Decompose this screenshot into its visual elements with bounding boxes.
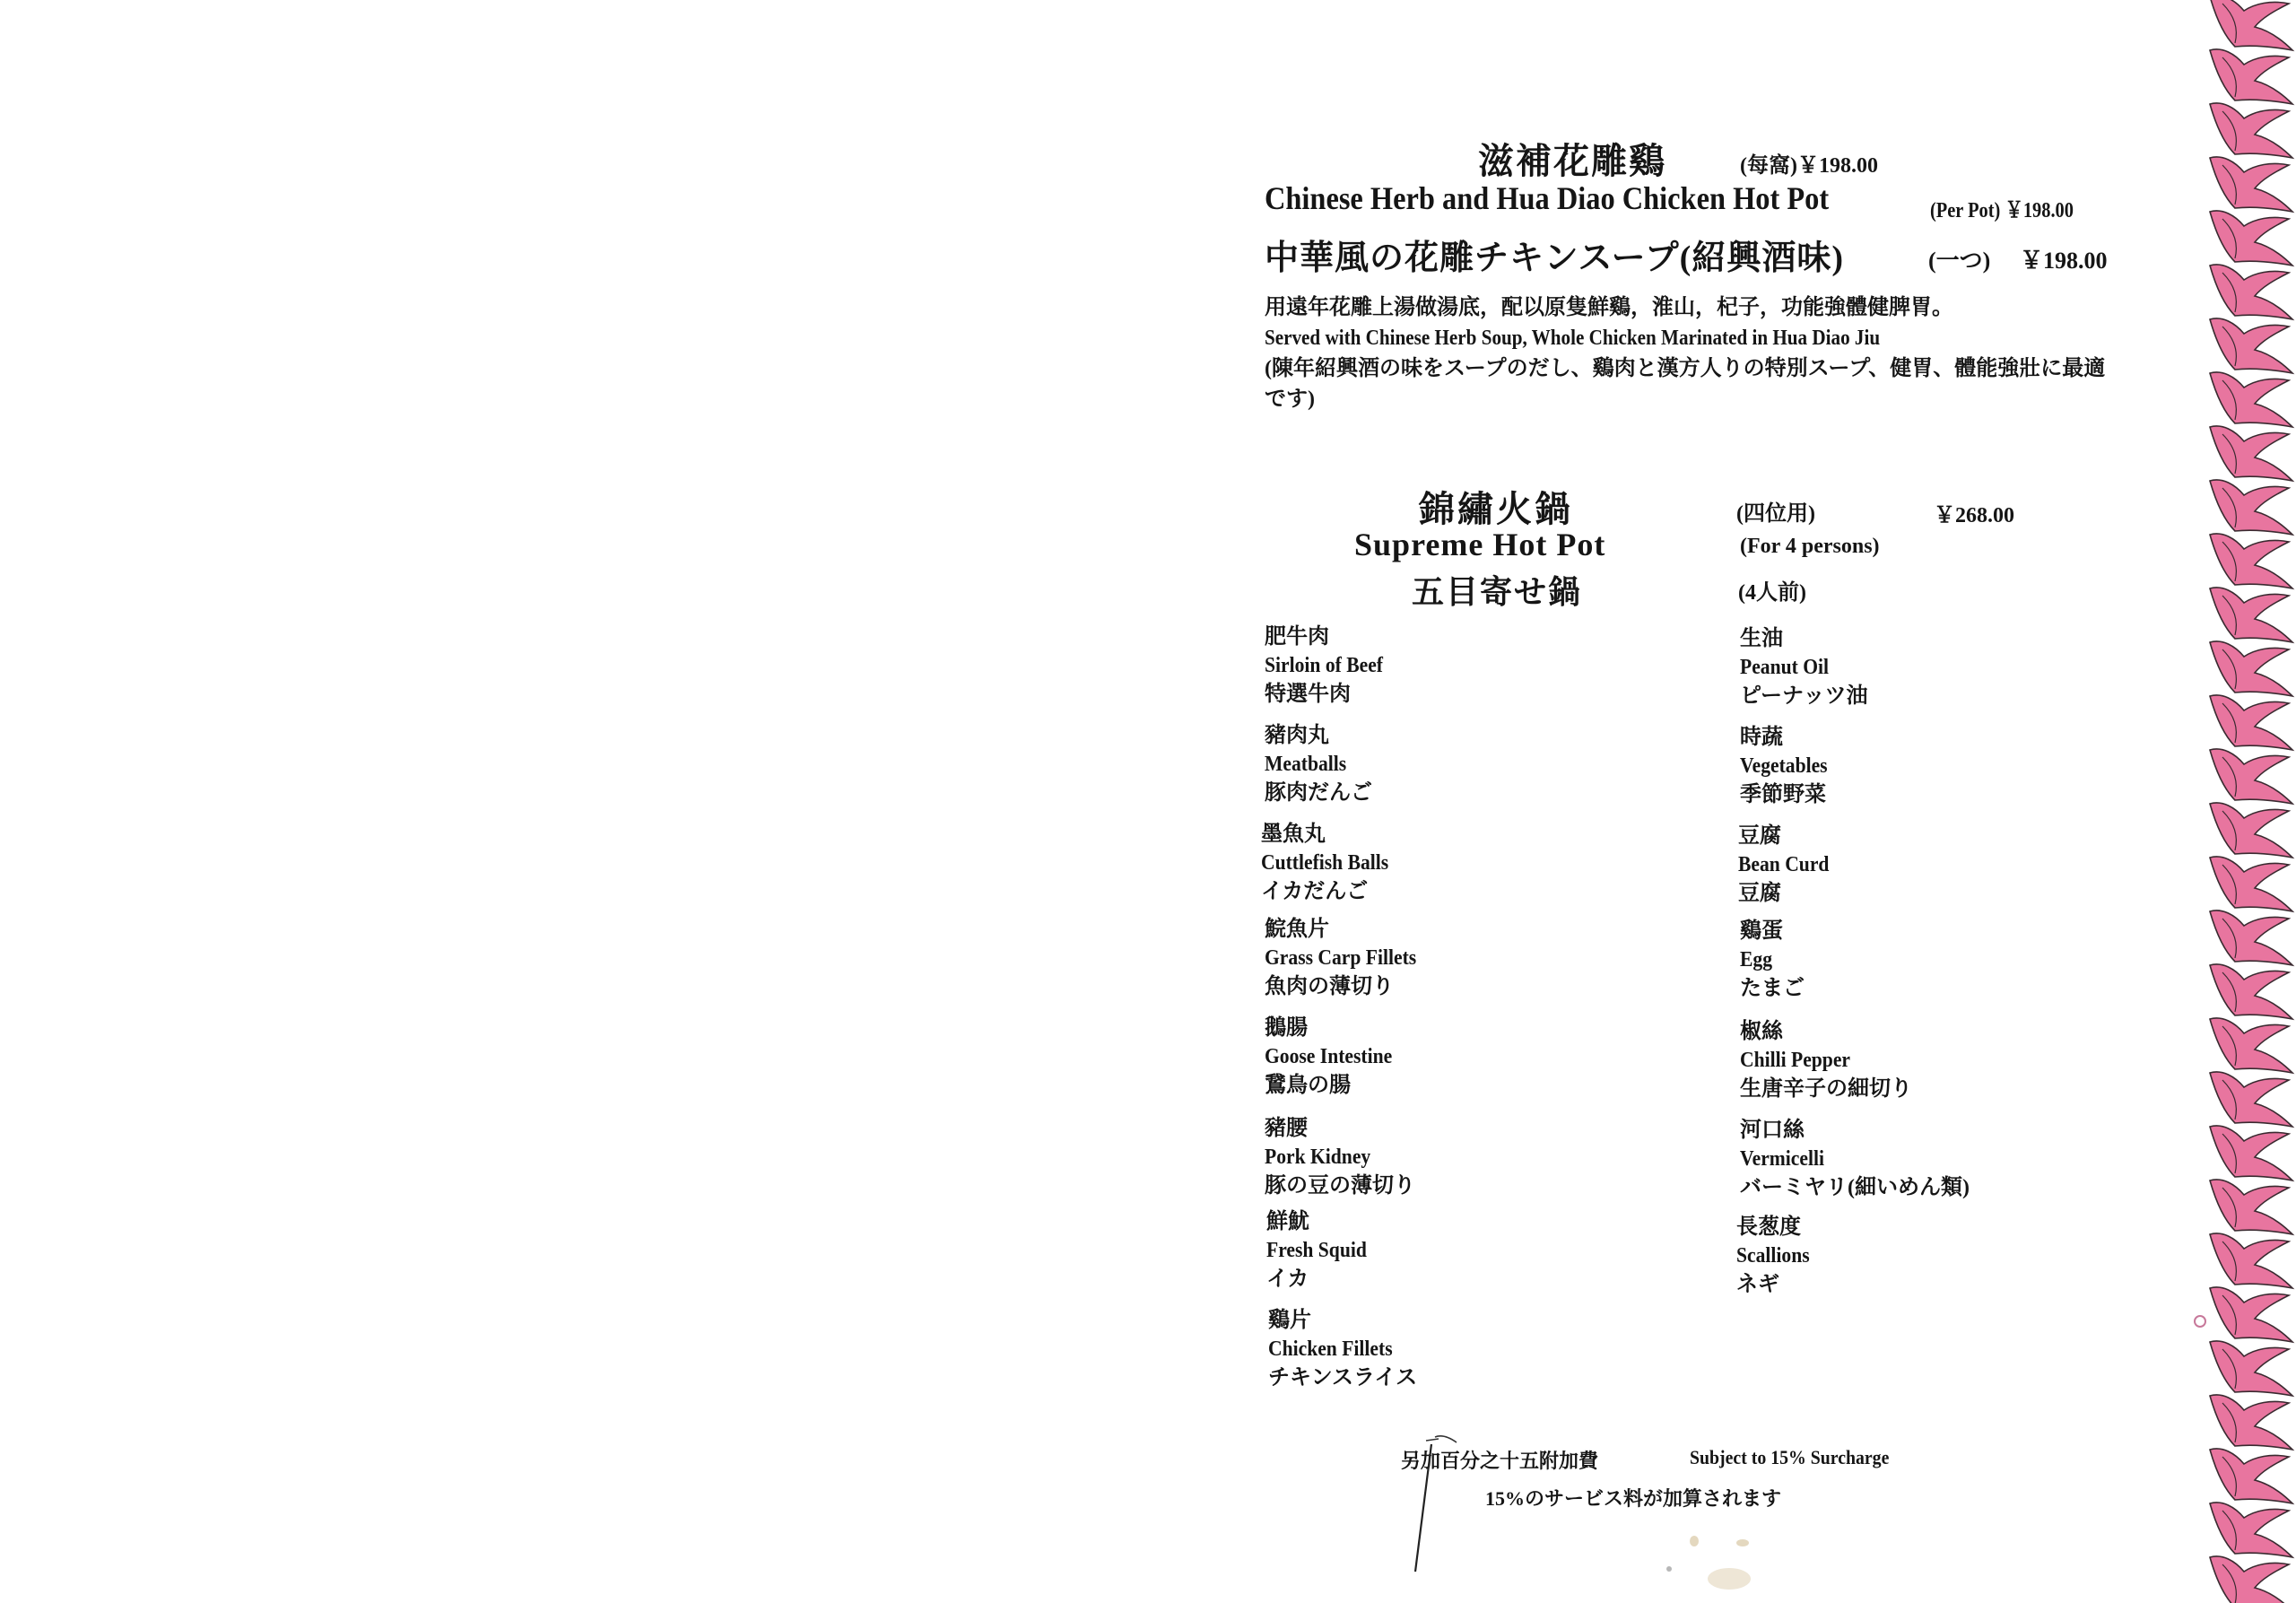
border-motif (2210, 103, 2292, 158)
ingredient-en: Scallions (1736, 1244, 1810, 1268)
ingredient-en: Goose Intestine (1265, 1045, 1393, 1068)
border-motif (2210, 1180, 2292, 1234)
border-motif (2210, 749, 2292, 804)
border-motif (2210, 964, 2292, 1019)
dish2-serving-zh: (四位用) (1736, 502, 1815, 526)
ingredient-item (1265, 623, 1396, 709)
ingredient-item (1740, 1116, 1970, 1202)
border-motif (2210, 534, 2292, 588)
pen-stroke (1399, 1432, 1471, 1575)
border-motif (2210, 695, 2292, 750)
border-motif (2210, 1072, 2292, 1127)
ingredient-ja: 鵞鳥の腸 (1265, 1074, 1351, 1097)
ingredient-en: Sirloin of Beef (1265, 654, 1383, 677)
dish1-desc-ja: (陳年紹興酒の味をスープのだし、鷄肉と漢方人りの特別スープ、健胃、體能強壯に最適です) (1265, 357, 2106, 411)
dish2-price: ￥268.00 (1934, 504, 2014, 527)
ingredient-en: Cuttlefish Balls (1261, 851, 1389, 875)
decorative-border (2196, 0, 2296, 1603)
ingredient-ja: たまご (1740, 977, 1805, 1000)
ingredient-ja: 豚の豆の薄切り (1265, 1174, 1415, 1198)
dish1-name-zh: 滋補花雕鷄 (1478, 141, 1666, 181)
ingredient-zh: 鵝腸 (1265, 1016, 1308, 1040)
scan-speck (1690, 1536, 1699, 1546)
ingredient-zh: 墨魚丸 (1261, 823, 1326, 846)
border-motif (2210, 1341, 2292, 1396)
dish1-price-zh: (每窩)￥198.00 (1740, 154, 1878, 178)
dish2-name-ja: 五目寄せ鍋 (1412, 574, 1583, 610)
dish1-price-ja: ￥198.00 (2020, 248, 2108, 274)
ingredient-ja: ピーナッツ油 (1740, 684, 1868, 708)
ingredient-zh: 豆腐 (1738, 824, 1781, 848)
ingredient-item (1261, 820, 1403, 906)
ingredient-en: Chilli Pepper (1740, 1049, 1851, 1072)
dish1-desc-zh: 用遠年花雕上湯做湯底，配以原隻鮮鷄，淮山，杞子，功能強體健脾胃。 (1265, 296, 1953, 319)
ingredient-en: Peanut Oil (1740, 656, 1830, 679)
dish2-serving-ja: (4人前) (1738, 581, 1806, 605)
ingredient-item (1265, 721, 1372, 807)
ingredient-item (1736, 1213, 1818, 1299)
border-motif (2210, 372, 2292, 427)
ingredient-item (1265, 1114, 1415, 1200)
border-motif (2210, 803, 2292, 858)
border-motif (2210, 49, 2292, 104)
border-motif (2210, 1018, 2292, 1073)
ingredient-zh: 椒絲 (1740, 1020, 1783, 1043)
border-motif (2210, 857, 2292, 911)
dish1-unit-ja: (一つ) (1928, 248, 1991, 274)
border-motif (2210, 1449, 2292, 1503)
border-motif (2210, 0, 2292, 50)
ingredient-en: Egg (1740, 948, 1773, 971)
surcharge-zh: 另加百分之十五附加費 (1401, 1450, 1599, 1472)
ingredient-en: Vegetables (1740, 754, 1828, 778)
border-motif (2210, 157, 2292, 212)
ingredient-ja: バーミヤリ(細いめん類) (1740, 1176, 1970, 1199)
border-motif (2210, 1556, 2292, 1603)
ingredient-zh: 長葱度 (1736, 1215, 1801, 1239)
ingredient-ja: イカ (1266, 1268, 1309, 1291)
ingredient-en: Fresh Squid (1266, 1239, 1367, 1262)
ingredient-en: Grass Carp Fillets (1265, 946, 1417, 970)
ingredient-en: Bean Curd (1738, 853, 1830, 876)
dish1-desc-en: Served with Chinese Herb Soup, Whole Chicken Marinated in Hua Diao Jiu (1265, 327, 1881, 350)
ingredient-item (1268, 1306, 1417, 1392)
dish2-name-zh: 錦繡火鍋 (1419, 489, 1573, 529)
dish1-price-en: (Per Pot) ￥198.00 (1930, 199, 2074, 222)
ingredient-zh: 鷄片 (1268, 1309, 1311, 1332)
border-motif (2210, 1126, 2292, 1180)
ingredient-zh: 肥牛肉 (1265, 625, 1329, 649)
border-motif (2210, 1395, 2292, 1450)
ingredient-zh: 河口絲 (1740, 1119, 1805, 1142)
dish1-name-en: Chinese Herb and Hua Diao Chicken Hot Pot (1265, 180, 1830, 216)
border-motif (2210, 910, 2292, 965)
ingredient-item (1740, 917, 1805, 1003)
ingredient-zh: 豬肉丸 (1265, 724, 1329, 747)
border-motif (2210, 1287, 2292, 1342)
ingredient-ja: ネギ (1736, 1273, 1779, 1296)
ingredient-ja: 魚肉の薄切り (1265, 975, 1394, 998)
border-motif (2210, 588, 2292, 642)
ingredient-ja: 豆腐 (1738, 882, 1781, 905)
border-motif (2210, 318, 2292, 373)
border-motif (2210, 480, 2292, 535)
border-motif (2210, 211, 2292, 266)
ingredient-en: Pork Kidney (1265, 1146, 1371, 1169)
dish2-serving-en: (For 4 persons) (1740, 535, 1880, 558)
border-motif (2210, 265, 2292, 319)
ingredient-item (1738, 822, 1839, 908)
dish2-name-en: Supreme Hot Pot (1354, 527, 1606, 562)
ingredient-zh: 鯇魚片 (1265, 918, 1329, 941)
ingredient-zh: 鷄蛋 (1740, 919, 1783, 943)
ingredient-ja: 特選牛肉 (1265, 683, 1351, 706)
ingredient-ja: チキンスライス (1268, 1366, 1418, 1390)
ingredient-en: Meatballs (1265, 753, 1347, 776)
scan-speck (1708, 1568, 1751, 1590)
ingredient-item (1740, 624, 1868, 710)
scan-speck (1736, 1539, 1749, 1546)
ingredient-zh: 豬腰 (1265, 1117, 1308, 1140)
ingredient-item (1740, 723, 1837, 809)
surcharge-en: Subject to 15% Surcharge (1690, 1446, 1890, 1468)
ingredient-item (1740, 1017, 1912, 1103)
ingredient-en: Chicken Fillets (1268, 1337, 1393, 1361)
border-motif (2210, 1503, 2292, 1557)
border-motif (2210, 1233, 2292, 1288)
ingredient-zh: 時蔬 (1740, 726, 1783, 749)
ingredient-ja: 生唐辛子の細切り (1740, 1077, 1912, 1101)
ingredient-en: Vermicelli (1740, 1147, 1824, 1171)
scan-speck (1666, 1566, 1672, 1572)
ingredient-zh: 生油 (1740, 627, 1783, 650)
ingredient-ja: 季節野菜 (1740, 783, 1826, 806)
border-motif (2210, 426, 2292, 481)
dish1-name-ja: 中華風の花雕チキンスープ(紹興酒味) (1265, 240, 1844, 277)
dish1-description (1265, 292, 2126, 414)
border-motif (2210, 641, 2292, 696)
ingredient-item (1266, 1207, 1378, 1294)
ingredient-item (1265, 915, 1433, 1001)
ingredient-ja: イカだんご (1261, 880, 1369, 903)
ingredient-zh: 鮮魷 (1266, 1210, 1309, 1233)
ingredient-item (1265, 1014, 1406, 1100)
ingredient-ja: 豚肉だんご (1265, 781, 1372, 805)
surcharge-ja: 15%のサービス料が加算されます (1485, 1487, 1782, 1510)
